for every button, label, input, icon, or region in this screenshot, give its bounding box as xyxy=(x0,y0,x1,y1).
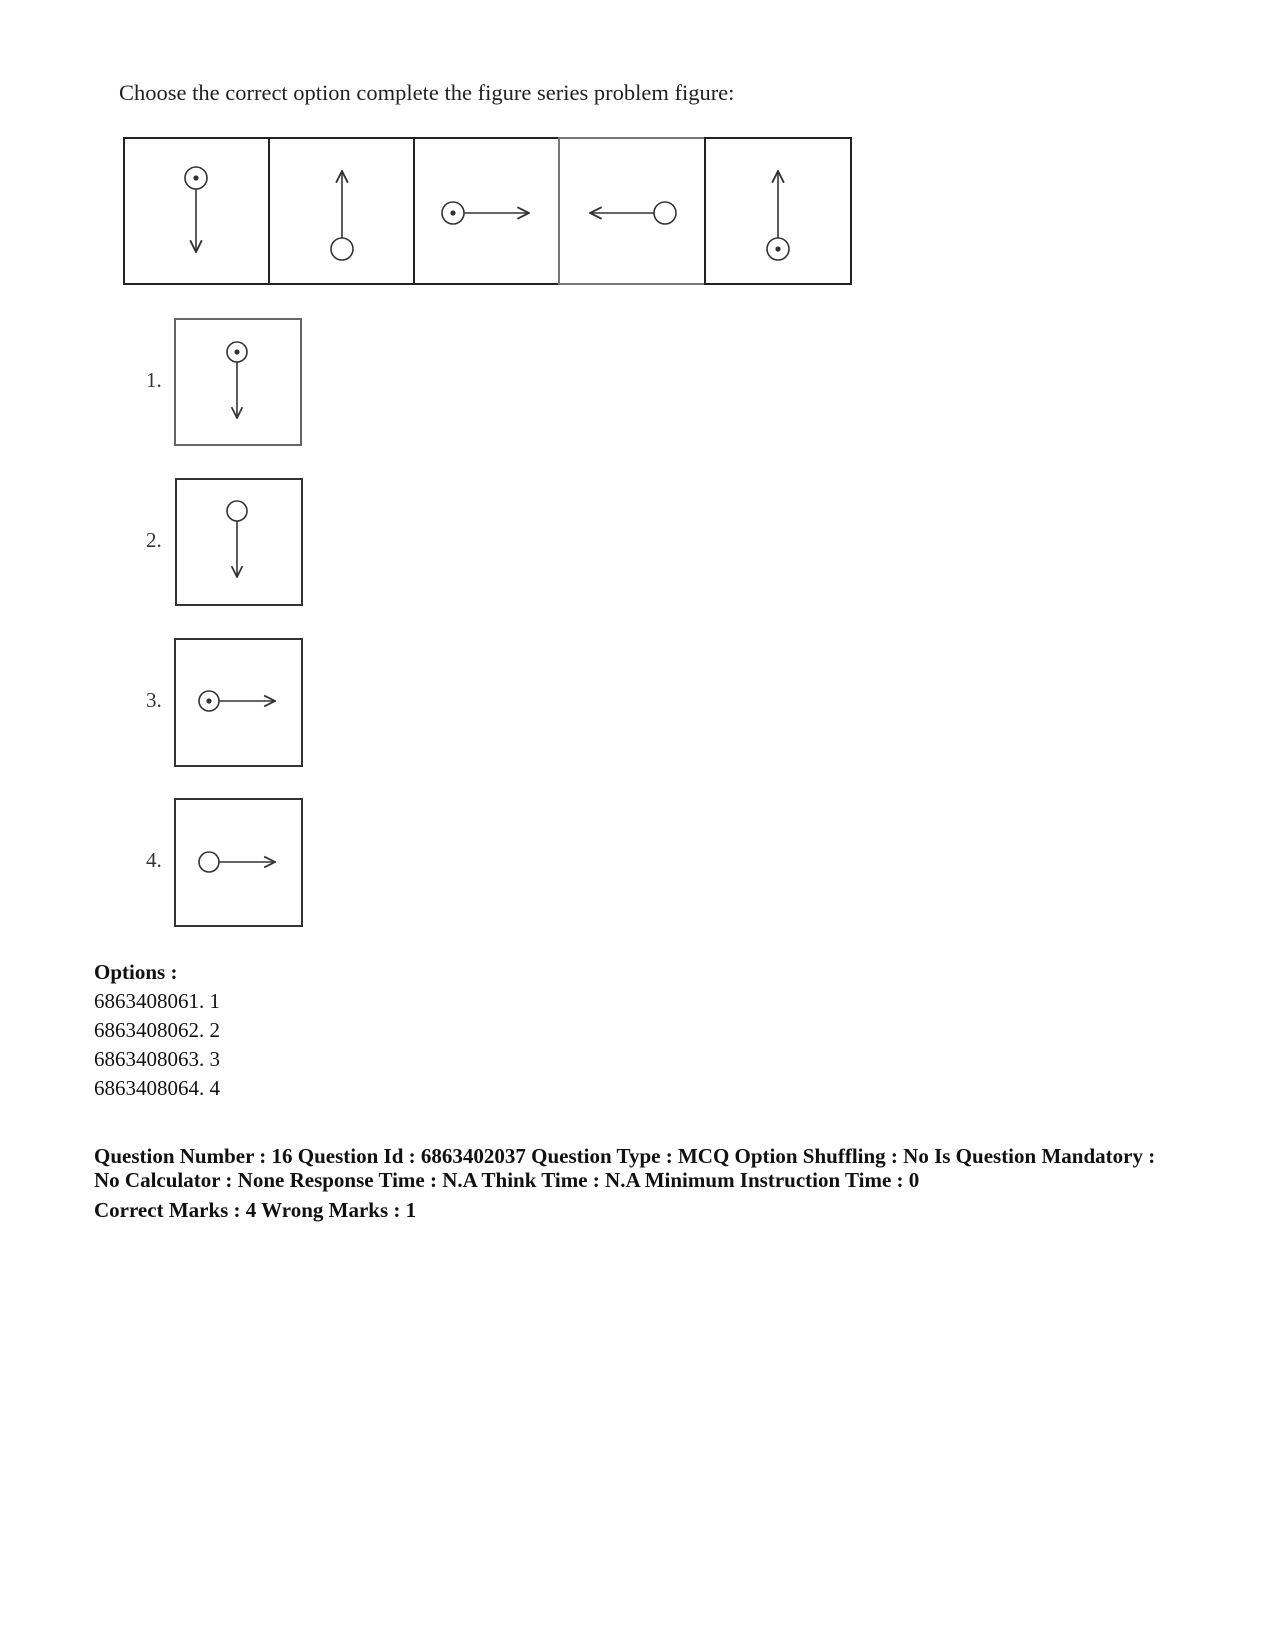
problem-figure-box-4 xyxy=(559,138,705,284)
answer-figure-label-3: 3. xyxy=(146,688,162,712)
options-heading: Options : xyxy=(94,960,178,984)
option-item-3: 6863408063. 3 xyxy=(94,1047,220,1071)
problem-figure-box-3 xyxy=(414,138,559,284)
answer-figure-label-4: 4. xyxy=(146,848,162,872)
problem-figure-series xyxy=(123,137,853,287)
answer-figure-label-2: 2. xyxy=(146,528,162,552)
answer-figure-label-1: 1. xyxy=(146,368,162,392)
answer-figure-1 xyxy=(174,318,302,446)
problem-figure-1 xyxy=(185,167,207,252)
answer-figure-2 xyxy=(175,478,303,606)
question-prompt: Choose the correct option complete the figure series problem figure: xyxy=(119,80,735,105)
option-item-2: 6863408062. 2 xyxy=(94,1018,220,1042)
problem-figure-2 xyxy=(331,171,353,260)
option-item-4: 6863408064. 4 xyxy=(94,1076,220,1100)
problem-figure-4 xyxy=(590,202,676,224)
problem-figure-5 xyxy=(767,171,789,260)
problem-figure-3 xyxy=(442,202,529,224)
question-meta-line-2: No Calculator : None Response Time : N.A Think Time : N.A Minimum Instruction Time : 0 xyxy=(94,1168,920,1192)
question-meta-marks: Correct Marks : 4 Wrong Marks : 1 xyxy=(94,1198,417,1222)
question-meta-line-1: Question Number : 16 Question Id : 6863402037 Question Type : MCQ Option Shuffling : No Is Question Mandatory : xyxy=(94,1144,1156,1168)
option-item-1: 6863408061. 1 xyxy=(94,989,220,1013)
answer-figure-4 xyxy=(174,798,303,927)
answer-figure-3 xyxy=(174,638,303,767)
